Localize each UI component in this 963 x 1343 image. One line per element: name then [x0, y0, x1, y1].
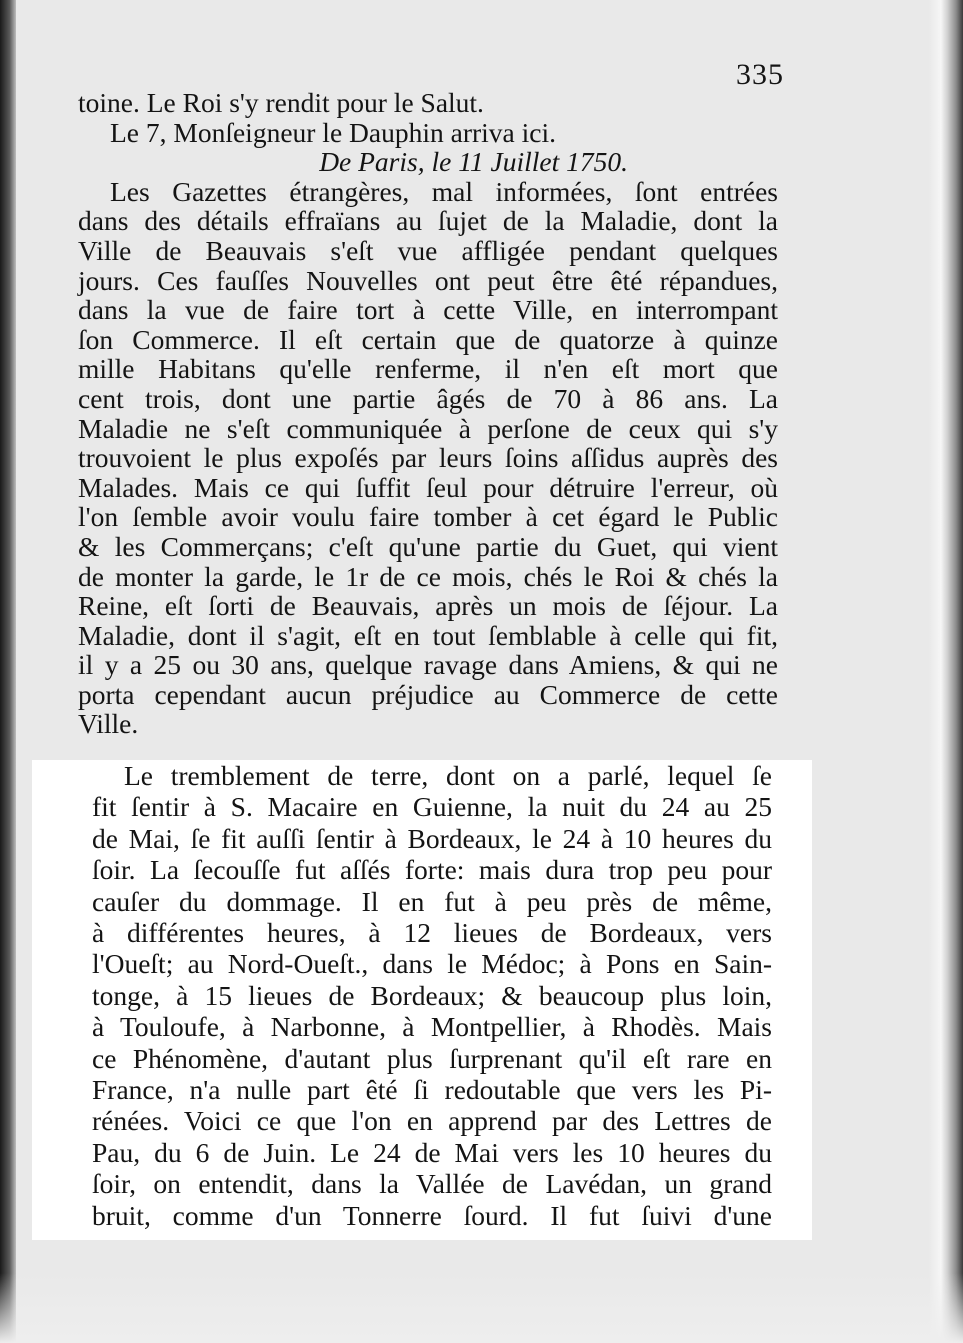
text-line: mille Habitans qu'elle renferme, il n'en eſt mort que: [78, 353, 778, 385]
page-bottom-shade: [0, 1273, 963, 1343]
text-line: dans la vue de faire tort à cette Ville, en interrompant: [78, 294, 778, 326]
text-block-top: [78, 88, 778, 739]
text-line: Maladie ne s'eſt communiquée à perſone de ceux qui s'y: [78, 412, 778, 444]
text-line: Pau, du 6 de Juin. Le 24 de Mai vers les 10 heures du: [92, 1136, 772, 1168]
text-line: porta cependant aucun préjudice au Commerce de cette: [78, 678, 778, 710]
page-number: 335: [736, 58, 784, 91]
text-line: Le tremblement de terre, dont on a parlé, lequel ſe: [124, 760, 772, 791]
text-block-highlighted: [32, 760, 812, 1240]
text-line: France, n'a nulle part êté ſi redoutable que vers les Pi-: [92, 1074, 772, 1106]
text-line: cent trois, dont une partie âgés de 70 à 86 ans. La: [78, 382, 778, 414]
text-line: trouvoient le plus expoſés par leurs ſoins aſſidus auprès des: [78, 442, 778, 474]
text-line: à Touloufe, à Narbonne, à Montpellier, à Rhodès. Mais: [92, 1011, 772, 1043]
text-line: tonge, à 15 lieues de Bordeaux; & beaucoup plus loin,: [92, 979, 772, 1011]
dateline: De Paris, le 11 Juillet 1750.: [319, 146, 628, 178]
text-line: l'Oueſt; au Nord-Oueſt., dans le Médoc; à Pons en Sain-: [92, 948, 772, 980]
text-line: & les Commerçans; c'eſt qu'une partie du Guet, qui vient: [78, 530, 778, 562]
page-gutter-shadow: [0, 0, 16, 1343]
text-line: rénées. Voici ce que l'on en apprend par des Lettres de: [92, 1105, 772, 1137]
text-line: Ville.: [78, 708, 139, 740]
text-line: Le 7, Monſeigneur le Dauphin arriva ici.: [110, 116, 556, 148]
page-edge-shadow: [929, 0, 963, 1343]
text-line: fit ſentir à S. Macaire en Guienne, la nuit du 24 au 25: [92, 791, 772, 823]
text-line: de Mai, ſe fit auſſi ſentir à Bordeaux, le 24 à 10 heures du: [92, 822, 772, 854]
text-line: à différentes heures, à 12 lieues de Bordeaux, vers: [92, 917, 772, 949]
text-line: cauſer du dommage. Il en fut à peu près de même,: [92, 885, 772, 917]
text-line: ſoir, on entendit, dans la Vallée de Lavédan, un grand: [92, 1168, 772, 1200]
text-line: de monter la garde, le 1r de ce mois, chés le Roi & chés la: [78, 560, 778, 592]
text-line: toine. Le Roi s'y rendit pour le Salut.: [78, 87, 484, 118]
text-line: ce Phénomène, d'autant plus ſurprenant qu'il eſt rare en: [92, 1042, 772, 1074]
text-line: dans des détails effraïans au ſujet de la Maladie, dont la: [78, 205, 778, 237]
text-line: Les Gazettes étrangères, mal informées, ſont entrées: [110, 175, 778, 207]
text-line: ſoir. La ſecouſſe fut aſſés forte: mais dura trop peu pour: [92, 854, 772, 886]
text-line: l'on ſemble avoir voulu faire tomber à cet égard le Public: [78, 501, 778, 533]
text-line: Reine, eſt ſorti de Beauvais, après un mois de ſéjour. La: [78, 590, 778, 622]
text-line: il y a 25 ou 30 ans, quelque ravage dans Amiens, & qui ne: [78, 649, 778, 681]
text-line: ſon Commerce. Il eſt certain que de quatorze à quinze: [78, 323, 778, 355]
text-line: bruit, comme d'un Tonnerre ſourd. Il fut ſuivi d'une: [92, 1199, 772, 1231]
text-line: jours. Ces fauſſes Nouvelles ont peut être êté répandues,: [78, 264, 778, 296]
text-line: Ville de Beauvais s'eſt vue affligée pendant quelques: [78, 234, 778, 266]
text-line: Malades. Mais ce qui ſuffit ſeul pour détruire l'erreur, où: [78, 471, 778, 503]
text-line: Maladie, dont il s'agit, eſt en tout ſemblable à celle qui fit,: [78, 619, 778, 651]
